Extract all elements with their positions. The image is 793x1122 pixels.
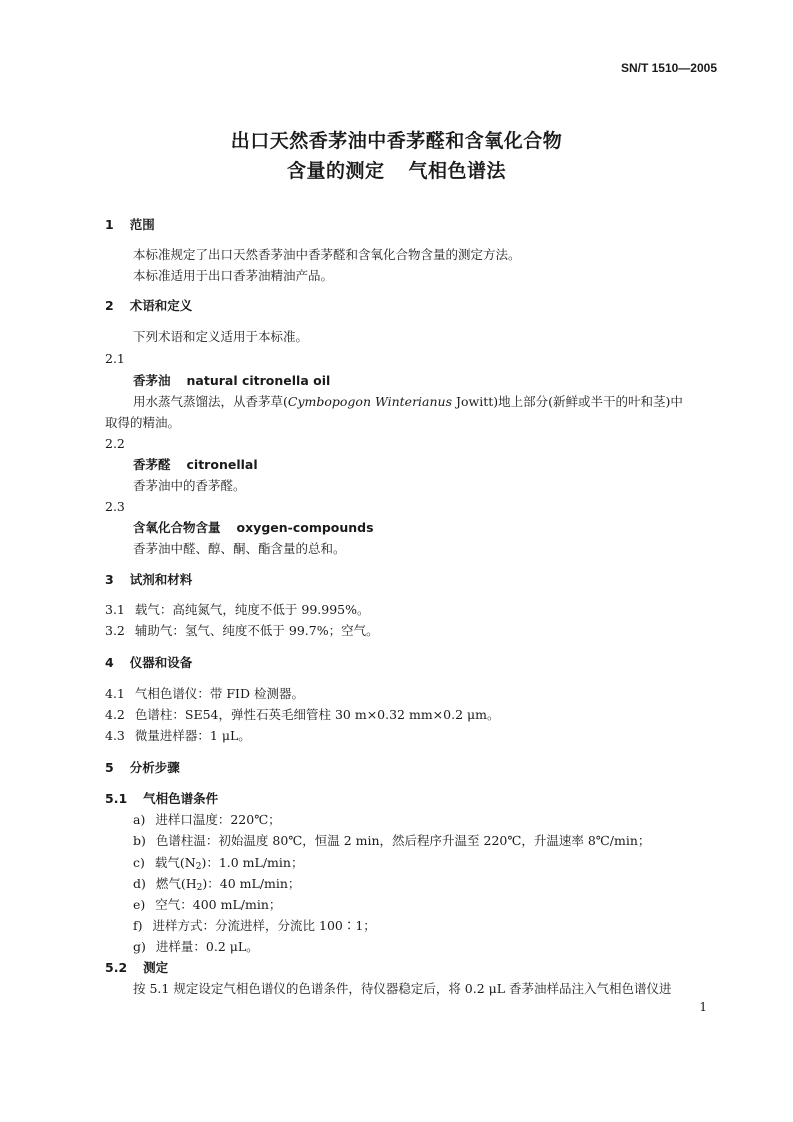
- term-zh: 香茅醛: [133, 457, 171, 472]
- item-text: 进样方式：分流进样，分流比 100∶1；: [152, 918, 376, 933]
- item-number: 4.1: [105, 686, 125, 701]
- section-3-heading: [105, 572, 192, 588]
- list-item: [105, 623, 379, 639]
- list-item: [133, 939, 259, 955]
- list-item: [133, 897, 281, 913]
- item-text: 进样口温度：220℃；: [155, 812, 281, 827]
- item-label: c): [133, 855, 145, 870]
- document-title-line1: 出口天然香茅油中香茅醛和含氧化合物: [230, 130, 563, 152]
- def-part: 用水蒸气蒸馏法，从香茅草(: [133, 394, 288, 409]
- page-number: 1: [699, 1000, 707, 1014]
- item-number: 4.2: [105, 707, 125, 722]
- list-item: [133, 876, 300, 896]
- subsection-title: 测定: [143, 960, 169, 975]
- item-text: )：40 mL/min；: [202, 876, 301, 891]
- item-number: 3.2: [105, 623, 125, 638]
- section-number: 4: [105, 655, 114, 670]
- item-text: 辅助气：氢气、纯度不低于 99.7%；空气。: [134, 623, 379, 638]
- title-part-a: 含量的测定: [286, 160, 385, 182]
- standard-code: SN/T 1510—2005: [620, 61, 717, 75]
- definition-term: [133, 457, 258, 473]
- definition-text: [133, 394, 683, 410]
- def-part: Jowitt)地上部分(新鲜或半干的叶和茎)中: [452, 394, 683, 409]
- definition-number: 2.2: [105, 436, 125, 451]
- item-text: 空气：400 mL/min；: [155, 897, 282, 912]
- subscript: 2: [195, 862, 202, 872]
- term-zh: 含氧化合物含量: [133, 520, 221, 535]
- section-number: 3: [105, 572, 114, 587]
- section-title: 试剂和材料: [129, 572, 193, 587]
- paragraph: 按 5.1 规定设定气相色谱仪的色谱条件，待仪器稳定后，将 0.2 μL 香茅油样品注入气相色谱仪进: [133, 981, 672, 996]
- item-text: 气相色谱仪：带 FID 检测器。: [134, 686, 304, 701]
- term-en: citronellal: [186, 457, 258, 472]
- item-number: 3.1: [105, 602, 125, 617]
- section-number: 1: [105, 217, 114, 232]
- subsection-number: 5.2: [105, 960, 128, 975]
- paragraph: 下列术语和定义适用于本标准。: [133, 329, 309, 344]
- definition-number: 2.1: [105, 351, 125, 366]
- subsection-number: 5.1: [105, 791, 128, 806]
- list-item: [133, 918, 376, 934]
- item-text: 色谱柱温：初始温度 80℃，恒温 2 min，然后程序升温至 220℃，升温速率 8℃/min；: [155, 833, 651, 848]
- section-4-heading: [105, 655, 192, 671]
- list-item: [105, 728, 251, 744]
- subsection-title: 气相色谱条件: [143, 791, 219, 806]
- section-2-heading: [105, 298, 192, 314]
- section-5-heading: [105, 760, 180, 776]
- subscript: 2: [196, 883, 203, 893]
- definition-text-cont: 取得的精油。: [105, 415, 181, 430]
- subsection-heading: [105, 960, 168, 976]
- item-text: )：1.0 mL/min；: [201, 855, 304, 870]
- section-title: 术语和定义: [129, 298, 193, 313]
- document-title-line2: [0, 156, 793, 183]
- item-text: 微量进样器：1 μL。: [134, 728, 251, 743]
- item-label: a): [133, 812, 146, 827]
- section-title: 范围: [129, 217, 155, 232]
- definition-term: [133, 520, 374, 536]
- item-label: e): [133, 897, 146, 912]
- term-zh: 香茅油: [133, 373, 171, 388]
- item-label: d): [133, 876, 146, 891]
- item-text: 载气(N: [154, 855, 196, 870]
- title-part-b: 气相色谱法: [408, 160, 507, 182]
- section-title: 分析步骤: [129, 760, 180, 775]
- item-text: 进样量：0.2 μL。: [155, 939, 259, 954]
- item-text: 色谱柱：SE54，弹性石英毛细管柱 30 m×0.32 mm×0.2 μm。: [134, 707, 500, 722]
- list-item: [105, 686, 304, 702]
- item-number: 4.3: [105, 728, 125, 743]
- item-text: 载气：高纯氮气，纯度不低于 99.995%。: [134, 602, 370, 617]
- term-en: natural citronella oil: [186, 373, 331, 388]
- definition-text: 香茅油中的香茅醛。: [133, 478, 246, 493]
- list-item: [133, 812, 281, 828]
- definition-term: [133, 373, 330, 389]
- term-en: oxygen-compounds: [236, 520, 374, 535]
- paragraph: 本标准规定了出口天然香茅油中香茅醛和含氧化合物含量的测定方法。: [133, 247, 521, 262]
- list-item: [105, 602, 369, 618]
- section-1-heading: [105, 217, 155, 233]
- definition-number: 2.3: [105, 499, 125, 514]
- item-text: 燃气(H: [155, 876, 197, 891]
- list-item: [105, 707, 499, 723]
- paragraph: 本标准适用于出口香茅油精油产品。: [133, 268, 334, 283]
- section-number: 2: [105, 298, 114, 313]
- subsection-heading: [105, 791, 218, 807]
- item-label: g): [133, 939, 146, 954]
- species-name: Cymbopogon Winterianus: [287, 394, 453, 409]
- item-label: f): [133, 918, 143, 933]
- section-number: 5: [105, 760, 114, 775]
- section-title: 仪器和设备: [129, 655, 193, 670]
- definition-text: 香茅油中醛、醇、酮、酯含量的总和。: [133, 541, 346, 556]
- list-item: [133, 855, 303, 875]
- list-item: [133, 833, 650, 849]
- item-label: b): [133, 833, 146, 848]
